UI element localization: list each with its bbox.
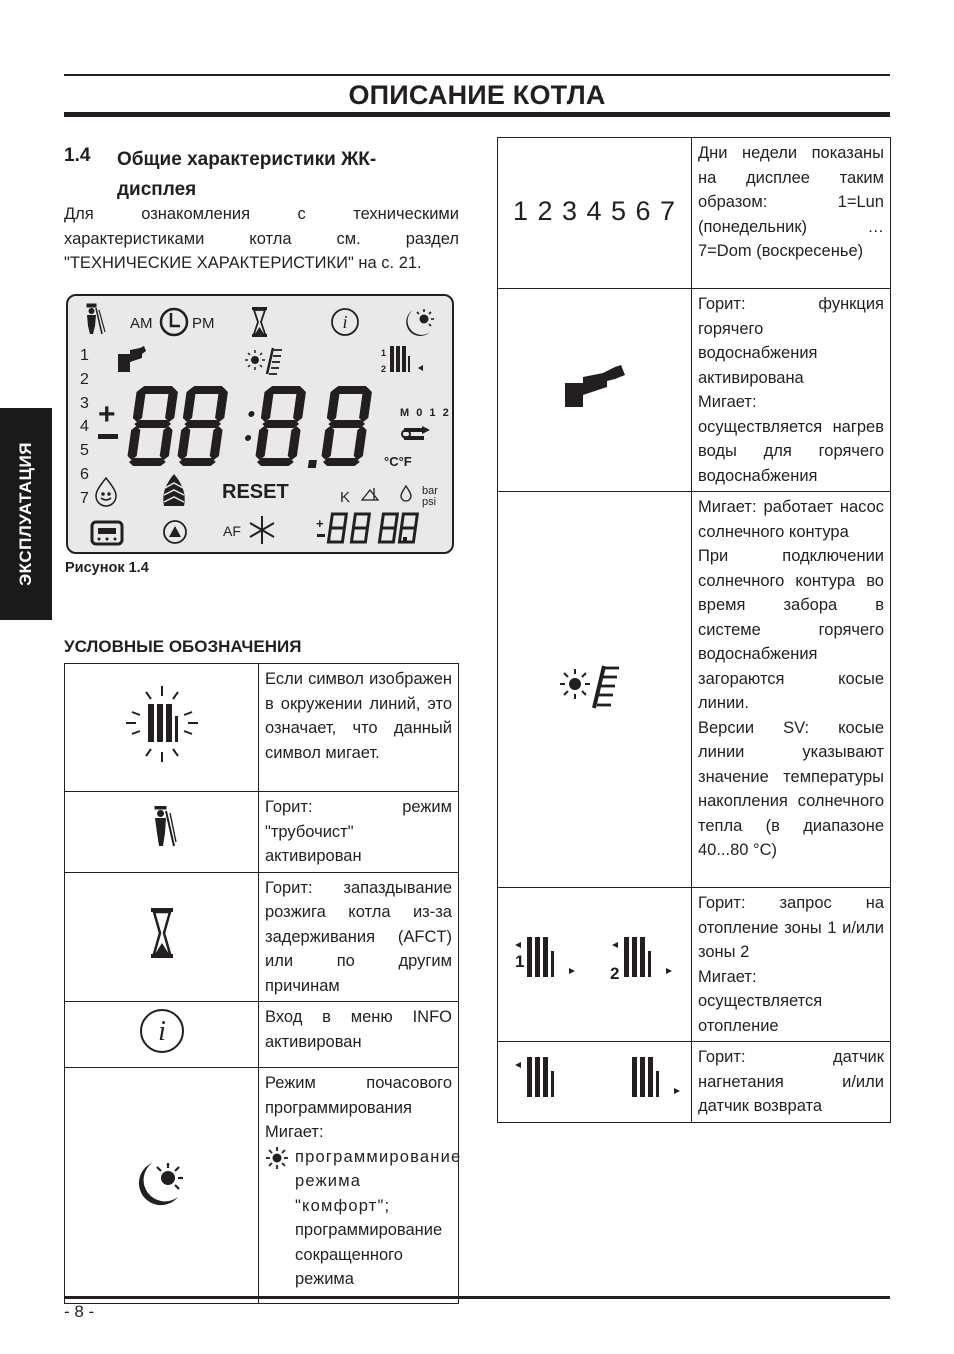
side-tab: [0, 408, 52, 620]
legend-text: Мигает: работает насос солнечного контура: [698, 498, 884, 541]
table-row: [65, 1068, 459, 1304]
lcd-zone-2: 2: [381, 364, 387, 374]
moon-icon: [265, 1220, 291, 1244]
legend-text: Дни недели показаны на дисплее таким образом: 1=Lun (понедельник) … 7=Dom (воскресенье): [692, 138, 891, 289]
lcd-main-digits: [126, 386, 373, 468]
section-number: 1.4: [64, 145, 91, 166]
symbol-cell: [498, 1042, 692, 1123]
moon-sun-icon: [134, 1157, 190, 1207]
table-row: [498, 888, 891, 1042]
sub-item-text: программирование сокращенного режима: [295, 1221, 443, 1288]
symbol-cell: [65, 792, 259, 873]
figure-caption: Рисунок 1.4: [65, 560, 149, 576]
table-row: [498, 138, 891, 289]
lcd-display: [66, 294, 454, 554]
legend-text: Если символ изображен в окружении линий, это означает, что данный символ мигает.: [259, 664, 459, 792]
legend-text: Горит: запаздывание розжига котла из-за задерживания (AFCT) или по другим причинам: [259, 872, 459, 1002]
legend-text-cell: [692, 289, 891, 492]
legend-text: Горит: датчик нагнетания и/или датчик возврата: [692, 1042, 891, 1123]
info-icon: [138, 1007, 186, 1055]
legend-text-blink: Мигает:: [265, 1123, 324, 1141]
solar-icon: [245, 348, 282, 374]
lcd-unit: °C°F: [384, 454, 412, 469]
svg-text:i: i: [342, 312, 348, 332]
section-title: Общие характеристики ЖК-дисплея: [117, 149, 377, 200]
sub-item-text: программирование режима "комфорт";: [295, 1147, 462, 1215]
lcd-pm: PM: [192, 315, 215, 332]
lcd-zone-1: 1: [381, 348, 387, 358]
chimney-sweep-icon: [87, 304, 105, 334]
table-row: [65, 664, 459, 792]
pump-icon: [164, 521, 186, 543]
flame-icon: [163, 474, 184, 506]
symbol-cell: [498, 888, 692, 1042]
svg-text:i: i: [157, 1015, 166, 1047]
legend-text: Горит: запрос на отопление зоны 1 и/или зоны 2: [698, 894, 884, 961]
lcd-day-3: 3: [80, 395, 89, 412]
symbol-cell: [65, 664, 259, 792]
lcd-small-dot: [403, 537, 407, 541]
lcd-day-5: 5: [80, 442, 89, 459]
legend-title: УСЛОВНЫЕ ОБОЗНАЧЕНИЯ: [64, 637, 302, 656]
zone-2-label: 2: [609, 963, 619, 983]
legend-text-cell: [692, 492, 891, 888]
legend-text-blink: Мигает: осуществляется отопление: [698, 967, 823, 1035]
lcd-small-minus: [317, 534, 325, 537]
legend-table-left: [64, 663, 462, 1304]
table-row: [65, 872, 459, 1002]
legend-text-cell: [259, 1068, 462, 1304]
solar-icon: [559, 662, 631, 710]
lcd-day-7: 7: [80, 490, 89, 507]
sub-item-comfort: [265, 1145, 462, 1219]
side-tab-label: ЭКСПЛУАТАЦИЯ: [16, 442, 35, 586]
hourglass-icon: [149, 908, 175, 958]
flow-return-radiator-icon: [505, 1053, 685, 1103]
legend-text-blink: Мигает: осуществляется нагрев воды для горячего водоснабжения: [698, 393, 884, 485]
legend-text-sv: Версии SV: косые линии указывают значение температуры накопления солнечного тепла (в диапазоне 40...80 °C): [698, 718, 884, 859]
lcd-drawing: [68, 296, 454, 554]
lcd-day-6: 6: [80, 466, 89, 483]
clock-icon: [161, 309, 187, 335]
legend-text: Вход в меню INFO активирован: [259, 1002, 459, 1068]
bottom-rule: [64, 1296, 890, 1299]
lcd-day-1: 1: [80, 347, 89, 364]
lcd-psi: psi: [422, 496, 437, 508]
boiler-icon: [92, 522, 122, 544]
comfort-drop-icon: [96, 478, 116, 506]
info-icon: [332, 309, 358, 335]
lcd-k: K: [340, 489, 351, 506]
wrench-icon: [402, 426, 430, 440]
legend-text-cell: [692, 888, 891, 1042]
tank-temp-icon: [362, 488, 378, 500]
page-title: ОПИСАНИЕ КОТЛА: [348, 80, 606, 110]
table-row: [498, 289, 891, 492]
lcd-af: AF: [223, 523, 241, 539]
weekday-digits: 1 2 3 4 5 6 7: [512, 195, 677, 226]
lcd-am: AM: [130, 315, 153, 332]
moon-sun-icon: [406, 309, 434, 336]
symbol-cell: [65, 1068, 259, 1304]
zone-radiator-icon: [381, 346, 423, 374]
title-underline: [64, 112, 890, 117]
hourglass-icon: [252, 307, 267, 337]
symbol-cell: [65, 1002, 259, 1068]
symbol-cell: [498, 289, 692, 492]
table-row: [65, 792, 459, 873]
tap-icon: [563, 363, 627, 409]
intro-paragraph: Для ознакомления с техническими характеристиками котла см. раздел "ТЕХНИЧЕСКИЕ ХАРАКТЕРИСТИКИ" на с. 21.: [64, 205, 459, 272]
sun-icon: [265, 1147, 291, 1169]
lcd-day-4: 4: [80, 418, 89, 435]
symbol-cell: [498, 492, 692, 888]
legend-text-solar: При подключении солнечного контура во время забора в системе горячего водоснабжения загораются косые линии.: [698, 547, 884, 712]
lcd-minus: [98, 434, 118, 439]
blinking-radiator-icon: [122, 684, 202, 764]
table-row: [498, 1042, 891, 1123]
tap-icon: [118, 346, 146, 372]
chimney-sweep-icon: [147, 806, 177, 850]
table-row: [65, 1002, 459, 1068]
page-number: - 8 -: [64, 1302, 95, 1321]
lcd-plus: +: [98, 398, 116, 431]
legend-table-right: [497, 137, 891, 1123]
lcd-reset: RESET: [222, 481, 289, 503]
symbol-cell: [65, 872, 259, 1002]
lcd-day-2: 2: [80, 371, 89, 388]
sub-item-reduced: [265, 1218, 452, 1292]
symbol-cell: [498, 138, 692, 289]
zone-radiator-icon: [505, 933, 685, 989]
legend-text: Горит: функция горячего водоснабжения активирована: [698, 295, 884, 387]
lcd-small-plus: +: [316, 516, 324, 531]
lcd-m-labels: M 0 1 2: [400, 407, 451, 419]
lcd-bar: bar: [422, 485, 438, 497]
table-row: [498, 492, 891, 888]
pressure-drop-icon: [401, 486, 411, 501]
lcd-days: [80, 347, 89, 507]
legend-text: Горит: режим "трубочист" активирован: [259, 792, 459, 873]
snowflake-icon: [250, 516, 274, 544]
legend-text: Режим почасового программирования: [265, 1074, 452, 1117]
zone-1-label: 1: [514, 951, 524, 971]
